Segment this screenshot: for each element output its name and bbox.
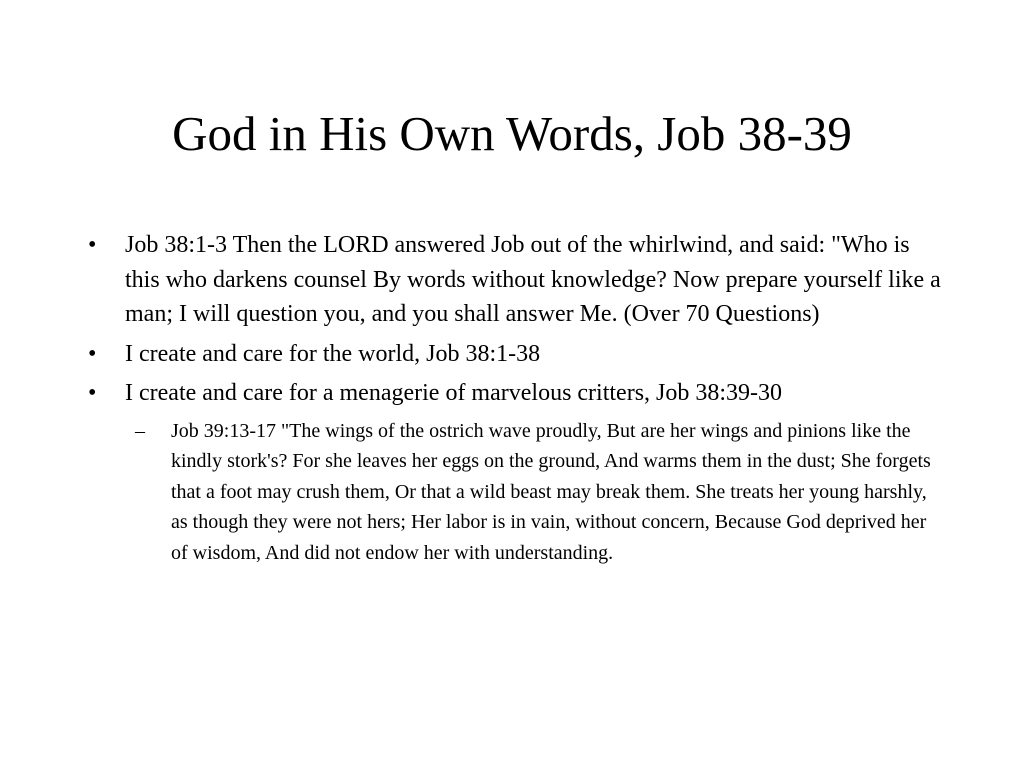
bullet-text: I create and care for the world, Job 38:1-38 [125, 340, 541, 367]
bullet-text: I create and care for a menagerie of marvelous critters, Job 38:39-30 [125, 380, 783, 406]
slide-title: God in His Own Words, Job 38-39 [172, 106, 852, 161]
bullet-text: Job 38:1-3 Then the LORD answered Job out of the whirlwind, and said: "Who is this who darkens counsel By words without knowledge? Now prepare yourself like a man; I will question you, and you shall answer Me. (Over 70 Questions) [125, 232, 941, 327]
bullet-item [88, 337, 948, 372]
sub-bullet-marker: – [135, 419, 145, 442]
sub-bullet-group [88, 416, 948, 569]
bullet-list [88, 228, 948, 568]
bullet-marker: • [88, 340, 97, 367]
sub-bullet-list [88, 416, 948, 569]
sub-bullet-text: Job 39:13-17 "The wings of the ostrich wave proudly, But are her wings and pinions like the kindly stork's? For she leaves her eggs on the ground, And warms them in the dust; She forgets that a foot may crush them, Or that a wild beast may break them. She treats her young harshly, as though they were not hers; Her labor is in vain, without concern, Because God deprived her of wisdom, And did not endow her with understanding. [171, 419, 931, 564]
bullet-item [88, 376, 948, 411]
bullet-marker: • [88, 232, 97, 258]
sub-bullet-item [135, 416, 931, 569]
bullet-marker: • [88, 380, 97, 406]
bullet-item [88, 228, 948, 332]
